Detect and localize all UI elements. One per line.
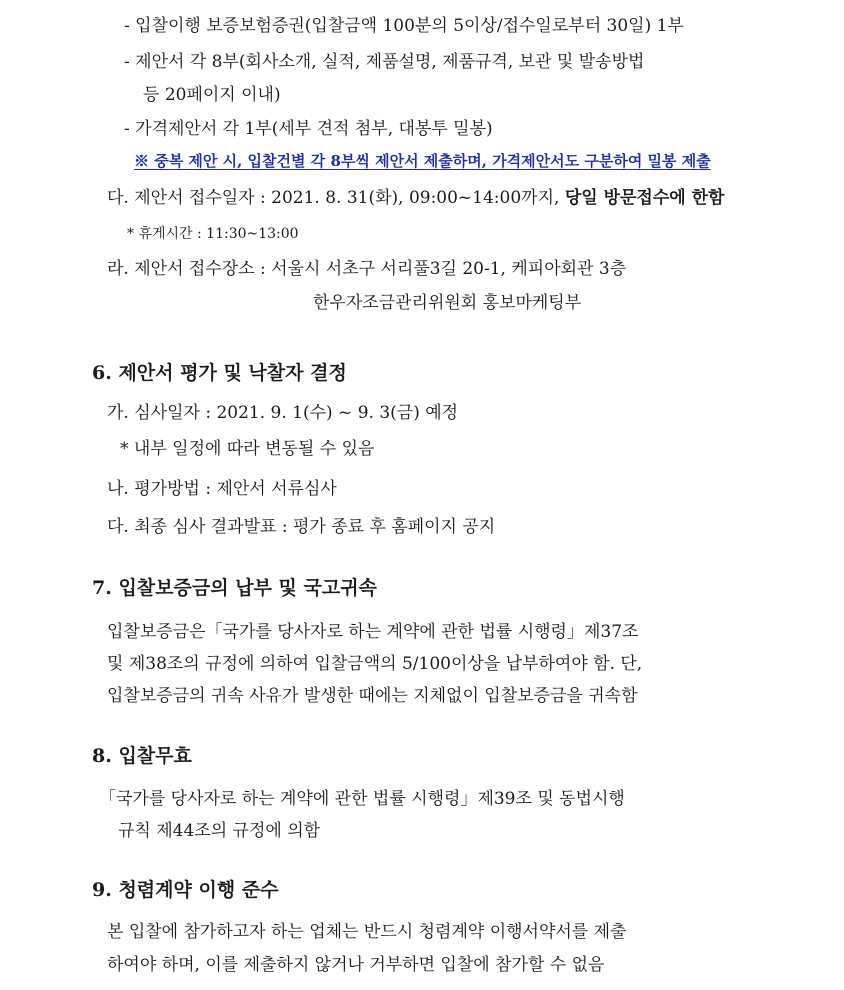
integrity-para-line-2: 하여야 하며, 이를 제출하지 않거나 거부하면 입찰에 참가할 수 없음 — [107, 955, 605, 975]
section-6-title: 6. 제안서 평가 및 낙찰자 결정 — [92, 362, 347, 384]
review-date: 가. 심사일자 : 2021. 9. 1(수) ~ 9. 3(금) 예정 — [107, 403, 459, 423]
evaluation-method: 나. 평가방법 : 제안서 서류심사 — [107, 479, 337, 499]
submission-place: 라. 제안서 접수장소 : 서울시 서초구 서리풀3길 20-1, 케피아회관 3층 — [107, 259, 627, 279]
proposal-copies-item: - 제안서 각 8부(회사소개, 실적, 제품설명, 제품규격, 보관 및 발송방법 — [124, 52, 645, 72]
final-result-announcement: 다. 최종 심사 결과발표 : 평가 종료 후 홈페이지 공지 — [107, 517, 496, 537]
integrity-para-line-1: 본 입찰에 참가하고자 하는 업체는 반드시 청렴계약 이행서약서를 제출 — [107, 922, 627, 942]
submission-date-text: 다. 제안서 접수일자 : 2021. 8. 31(화), 09:00~14:00까지, — [107, 188, 565, 208]
section-8-title: 8. 입찰무효 — [92, 745, 192, 767]
submission-place-cont: 한우자조금관리위원회 홍보마케팅부 — [313, 293, 582, 313]
duplicate-proposal-note: ※ 중복 제안 시, 입찰건별 각 8부씩 제안서 제출하며, 가격제안서도 구분하여 밀봉 제출 — [134, 152, 711, 170]
proposal-copies-item-cont: 등 20페이지 이내) — [143, 85, 281, 105]
submission-date-emphasis: 당일 방문접수에 한함 — [564, 188, 725, 208]
break-time-note: * 휴게시간 : 11:30~13:00 — [127, 226, 299, 242]
price-proposal-item: - 가격제안서 각 1부(세부 견적 첨부, 대봉투 밀봉) — [124, 119, 493, 139]
submission-date — [107, 186, 724, 210]
bid-deposit-para-line-2: 및 제38조의 규정에 의하여 입찰금액의 5/100이상을 납부하여야 함. 단, — [107, 654, 643, 674]
bid-deposit-para-line-1: 입찰보증금은「국가를 당사자로 하는 계약에 관한 법률 시행령」제37조 — [107, 622, 639, 642]
invalid-bid-para-line-2: 규칙 제44조의 규정에 의함 — [118, 821, 321, 841]
section-7-title: 7. 입찰보증금의 납부 및 국고귀속 — [92, 577, 377, 599]
bid-deposit-para-line-3: 입찰보증금의 귀속 사유가 발생한 때에는 지체없이 입찰보증금을 귀속함 — [107, 686, 638, 706]
review-date-note: * 내부 일정에 따라 변동될 수 있음 — [120, 439, 375, 459]
bid-bond-item: - 입찰이행 보증보험증권(입찰금액 100분의 5이상/접수일로부터 30일) 1부 — [124, 16, 684, 36]
section-9-title: 9. 청렴계약 이행 준수 — [92, 879, 279, 901]
invalid-bid-para-line-1: 「국가를 당사자로 하는 계약에 관한 법률 시행령」제39조 및 동법시행 — [99, 789, 625, 809]
